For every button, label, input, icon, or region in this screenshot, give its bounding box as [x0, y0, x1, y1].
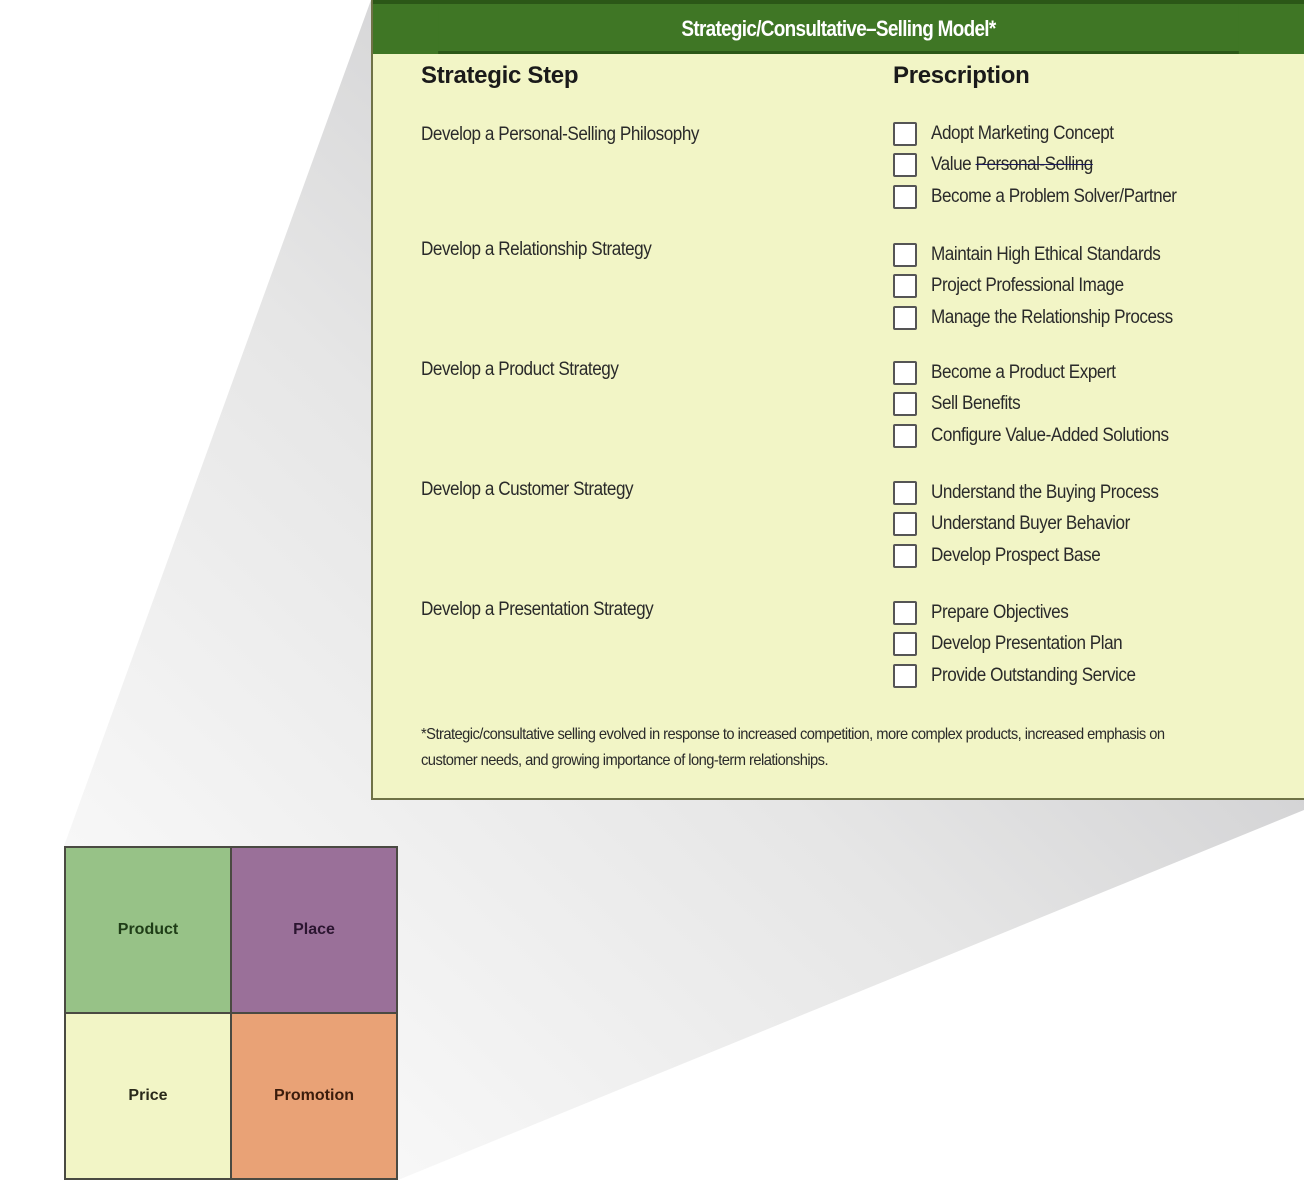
- checkbox[interactable]: [893, 512, 917, 536]
- cell-product: Product: [66, 848, 230, 1012]
- prescription-item[interactable]: Prepare Objectives: [893, 597, 1158, 629]
- checkbox[interactable]: [893, 392, 917, 416]
- cell-price: Price: [66, 1014, 230, 1178]
- checkbox[interactable]: [893, 122, 917, 146]
- prescription-item[interactable]: Become a Product Expert: [893, 357, 1195, 389]
- checkbox[interactable]: [893, 544, 917, 568]
- checkbox[interactable]: [893, 361, 917, 385]
- checkbox[interactable]: [893, 632, 917, 656]
- checkbox[interactable]: [893, 153, 917, 177]
- prescription-item[interactable]: Understand Buyer Behavior: [893, 509, 1184, 541]
- checkbox[interactable]: [893, 601, 917, 625]
- checkbox[interactable]: [893, 185, 917, 209]
- column-header-prescription: Prescription: [893, 62, 1030, 89]
- prescription-item[interactable]: Manage the Relationship Process: [893, 302, 1200, 334]
- prescription-item[interactable]: Provide Outstanding Service: [893, 660, 1158, 692]
- checkbox[interactable]: [893, 481, 917, 505]
- checkbox[interactable]: [893, 664, 917, 688]
- prescription-item[interactable]: Project Professional Image: [893, 271, 1200, 303]
- prescription-group: [893, 357, 1195, 452]
- prescription-item[interactable]: Sell Benefits: [893, 389, 1195, 421]
- panel-title: Strategic/Consultative–Selling Model*: [438, 4, 1239, 54]
- checkbox[interactable]: [893, 424, 917, 448]
- prescription-item[interactable]: Adopt Marketing Concept: [893, 118, 1204, 150]
- marketing-mix-grid: [64, 846, 398, 1180]
- prescription-group: [893, 477, 1184, 572]
- prescription-item[interactable]: Configure Value-Added Solutions: [893, 420, 1195, 452]
- checkbox[interactable]: [893, 243, 917, 267]
- strategic-step: Develop a Product Strategy: [421, 359, 619, 380]
- strategic-step: Develop a Relationship Strategy: [421, 239, 652, 260]
- checkbox[interactable]: [893, 306, 917, 330]
- cell-promotion: Promotion: [232, 1014, 396, 1178]
- footnote: *Strategic/consultative selling evolved in response to increased competition, more complex products, increased emphasis on customer needs, and growing importance of long-term relationships.: [421, 726, 1165, 769]
- prescription-item[interactable]: Understand the Buying Process: [893, 477, 1184, 509]
- prescription-group: [893, 597, 1158, 692]
- prescription-group: [893, 239, 1200, 334]
- strategic-step: Develop a Customer Strategy: [421, 479, 634, 500]
- column-header-step: Strategic Step: [421, 62, 579, 89]
- prescription-group: [893, 118, 1204, 213]
- checkbox[interactable]: [893, 274, 917, 298]
- prescription-item[interactable]: Develop Presentation Plan: [893, 629, 1158, 661]
- prescription-item[interactable]: Maintain High Ethical Standards: [893, 239, 1200, 271]
- cell-place: Place: [232, 848, 396, 1012]
- struck-text: Personal-Selling: [975, 154, 1093, 176]
- selling-model-panel: [371, 0, 1304, 800]
- strategic-step: Develop a Personal-Selling Philosophy: [421, 124, 700, 145]
- prescription-item[interactable]: Become a Problem Solver/Partner: [893, 181, 1204, 213]
- strategic-step: Develop a Presentation Strategy: [421, 599, 654, 620]
- prescription-item[interactable]: Value Personal-Selling: [893, 150, 1204, 182]
- prescription-item[interactable]: Develop Prospect Base: [893, 540, 1184, 572]
